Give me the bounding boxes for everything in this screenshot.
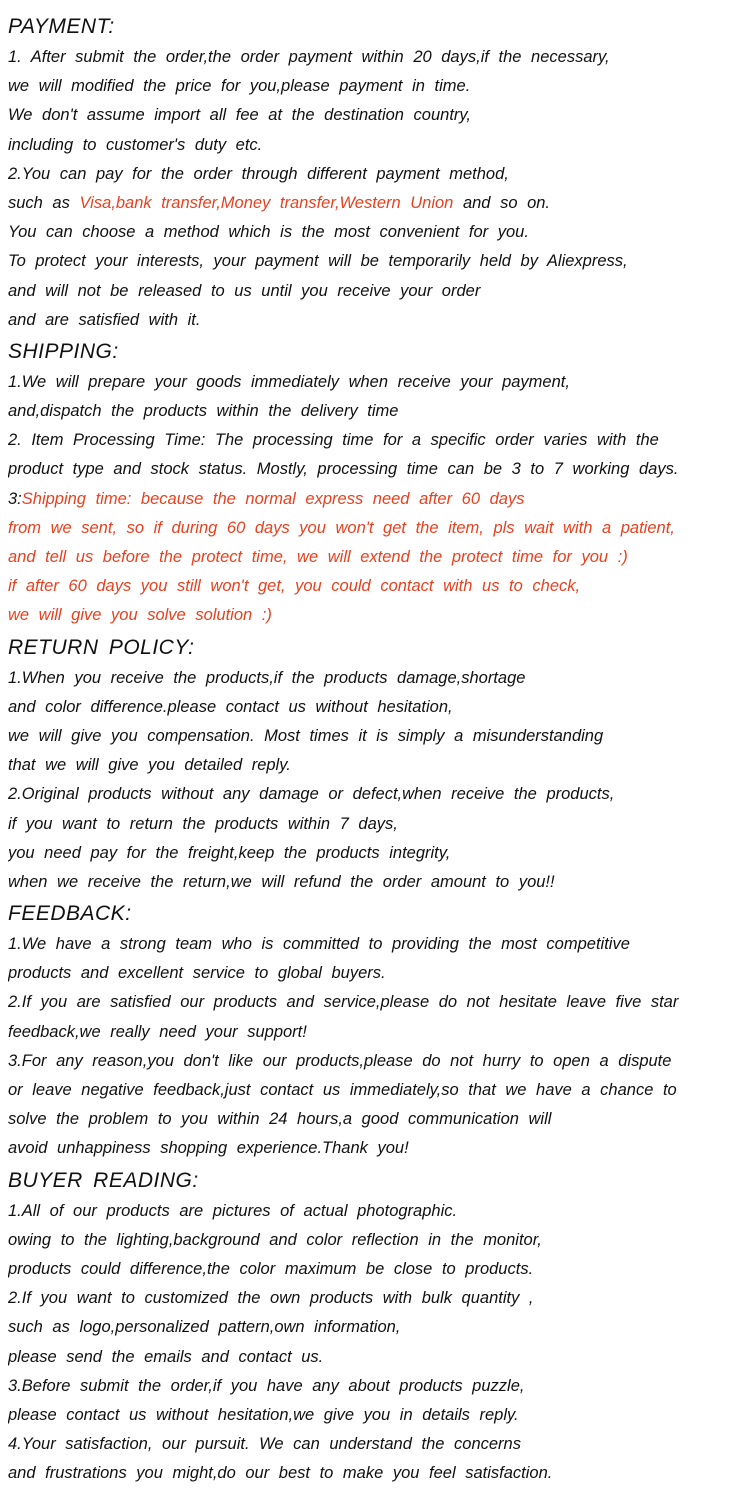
buyer-reading-line: owing to the lighting,background and color reflection in the monitor, [8, 1230, 542, 1249]
shipping-line: 2. Item Processing Time: The processing time for a specific order varies with the [8, 431, 659, 450]
feedback-line: 2.If you are satisfied our products and service,please do not hesitate leave five star [8, 993, 679, 1012]
buyer-reading-line: please contact us without hesitation,we give you in details reply. [8, 1405, 519, 1424]
shipping-line: and,dispatch the products within the delivery time [8, 402, 399, 421]
payment-line: We don't assume import all fee at the destination country, [8, 106, 472, 125]
shipping-time-prefix: 3: [8, 489, 22, 508]
shipping-heading: SHIPPING: [8, 339, 119, 363]
feedback-line: feedback,we really need your support! [8, 1022, 307, 1041]
return-policy-line: you need pay for the freight,keep the products integrity, [8, 843, 451, 862]
shipping-notice-line: if after 60 days you still won't get, you could contact with us to check, [8, 577, 581, 596]
return-policy-line: if you want to return the products within 7 days, [8, 814, 398, 833]
buyer-reading-heading: BUYER READING: [8, 1168, 199, 1192]
shipping-time-line [8, 485, 746, 514]
shipping-time-highlight: Shipping time: because the normal express need after 60 days [21, 489, 525, 508]
buyer-reading-line: and frustrations you might,do our best to make you feel satisfaction. [8, 1464, 553, 1483]
buyer-reading-line: products could difference,the color maximum be close to products. [8, 1259, 534, 1278]
payment-methods-line [8, 189, 746, 218]
policy-document [8, 0, 746, 1488]
shipping-section [8, 335, 746, 631]
payment-methods-highlight: Visa,bank transfer,Money transfer,Western Union [79, 193, 454, 212]
return-policy-line: we will give you compensation. Most times it is simply a misunderstanding [8, 726, 604, 745]
return-policy-line: 2.Original products without any damage or defect,when receive the products, [8, 785, 615, 804]
payment-heading: PAYMENT: [8, 15, 115, 38]
return-policy-line: when we receive the return,we will refund the order amount to you!! [8, 872, 555, 891]
feedback-line: 3.For any reason,you don't like our products,please do not hurry to open a dispute [8, 1051, 672, 1070]
buyer-reading-section [8, 1164, 746, 1489]
return-policy-section [8, 631, 746, 898]
feedback-section [8, 897, 746, 1164]
payment-section [8, 0, 746, 335]
feedback-line: solve the problem to you within 24 hours,a good communication will [8, 1110, 552, 1129]
payment-line: To protect your interests, your payment will be temporarily held by Aliexpress, [8, 252, 628, 271]
payment-line: and are satisfied with it. [8, 310, 201, 329]
payment-line: 2.You can pay for the order through different payment method, [8, 164, 509, 183]
shipping-notice-line: from we sent, so if during 60 days you won't get the item, pls wait with a patient, [8, 518, 675, 537]
feedback-heading: FEEDBACK: [8, 902, 132, 926]
feedback-line: or leave negative feedback,just contact us immediately,so that we have a chance to [8, 1081, 677, 1099]
shipping-line: 1.We will prepare your goods immediately when receive your payment, [8, 372, 570, 391]
buyer-reading-line: 1.All of our products are pictures of actual photographic. [8, 1201, 458, 1220]
payment-line: including to customer's duty etc. [8, 135, 263, 154]
return-policy-line: and color difference.please contact us without hesitation, [8, 697, 453, 716]
payment-line: 1. After submit the order,the order payment within 20 days,if the necessary, [8, 48, 610, 66]
feedback-line: 1.We have a strong team who is committed to providing the most competitive [8, 935, 630, 954]
return-policy-line: that we will give you detailed reply. [8, 756, 291, 775]
payment-line: and will not be released to us until you receive your order [8, 281, 481, 300]
buyer-reading-line: 4.Your satisfaction, our pursuit. We can understand the concerns [8, 1435, 521, 1454]
buyer-reading-line: 3.Before submit the order,if you have any about products puzzle, [8, 1376, 525, 1395]
buyer-reading-line: such as logo,personalized pattern,own information, [8, 1318, 401, 1337]
return-policy-heading: RETURN POLICY: [8, 635, 195, 659]
buyer-reading-line: 2.If you want to customized the own products with bulk quantity , [8, 1289, 534, 1308]
feedback-line: products and excellent service to global buyers. [8, 964, 386, 983]
payment-methods-prefix: such as [8, 193, 80, 212]
payment-line: You can choose a method which is the most convenient for you. [8, 223, 529, 242]
shipping-line: product type and stock status. Mostly, processing time can be 3 to 7 working days. [8, 460, 679, 479]
payment-methods-suffix: and so on. [453, 193, 551, 212]
payment-line: we will modified the price for you,please payment in time. [8, 77, 471, 96]
shipping-notice-line: and tell us before the protect time, we will extend the protect time for you :) [8, 548, 628, 566]
feedback-line: avoid unhappiness shopping experience.Thank you! [8, 1139, 409, 1158]
shipping-notice-line: we will give you solve solution :) [8, 606, 272, 625]
return-policy-line: 1.When you receive the products,if the products damage,shortage [8, 668, 526, 687]
buyer-reading-line: please send the emails and contact us. [8, 1347, 324, 1366]
